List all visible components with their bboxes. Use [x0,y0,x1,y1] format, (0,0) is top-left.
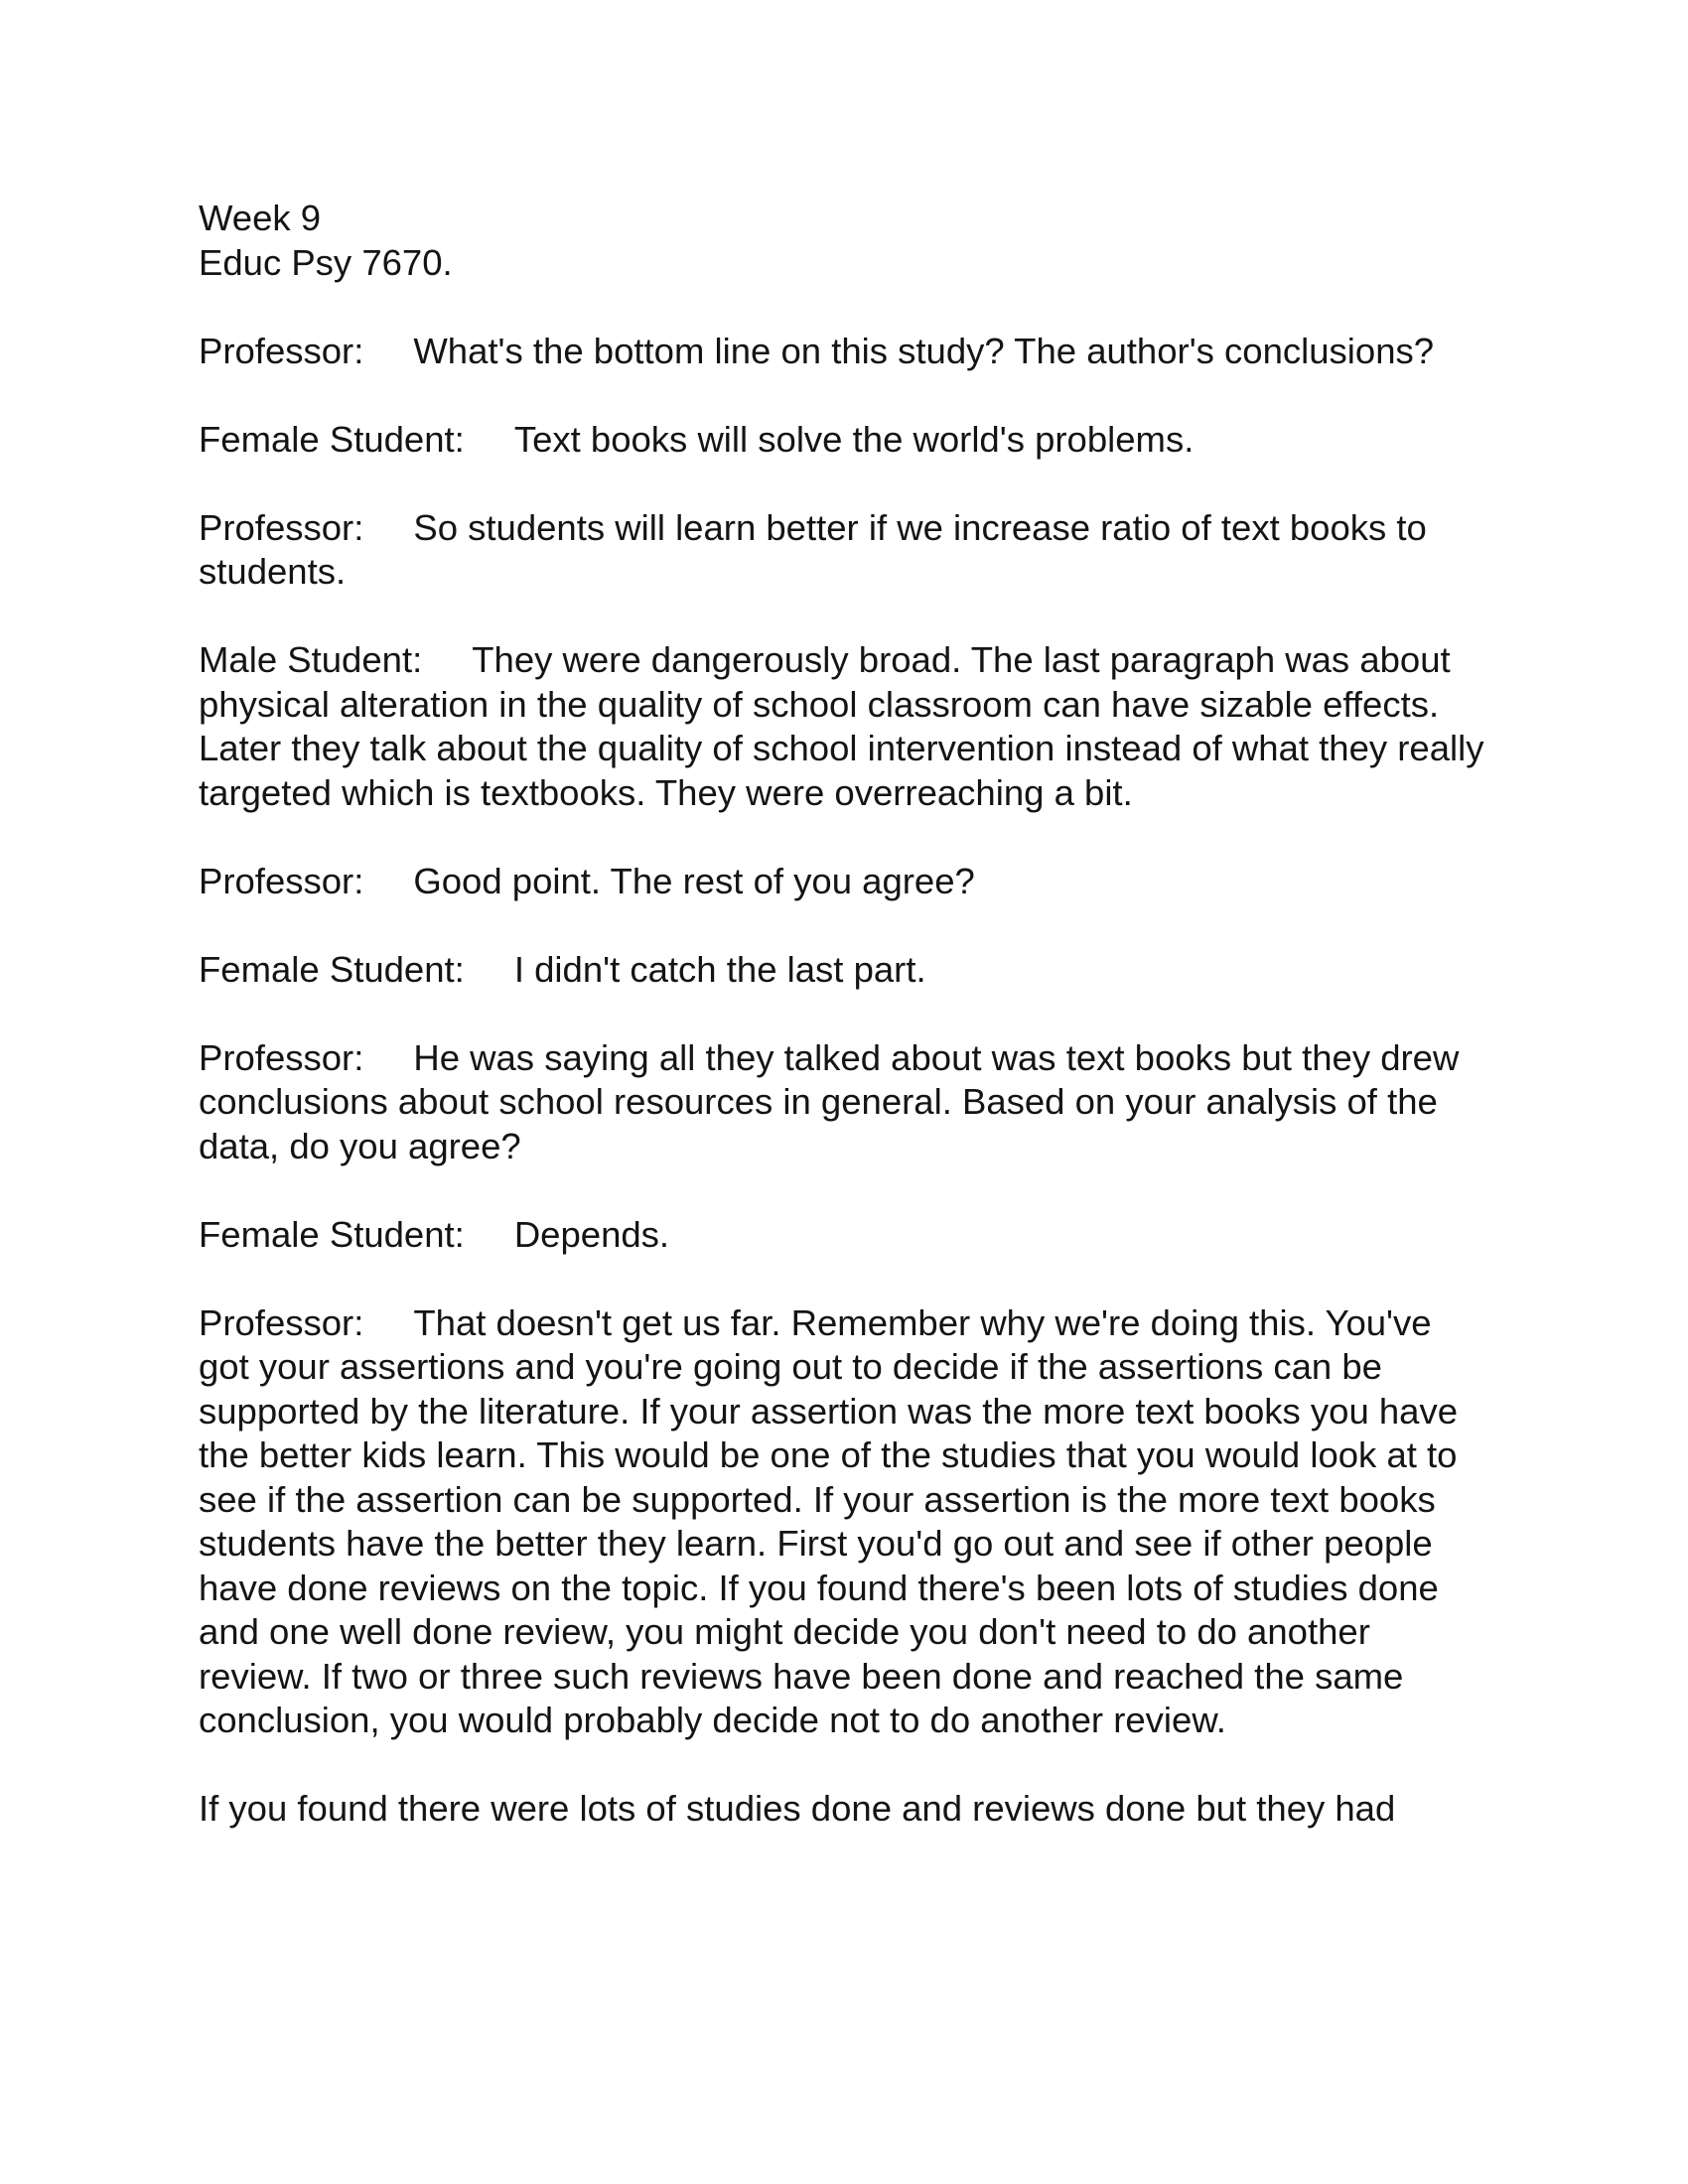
speaker-label: Female Student: [199,948,465,990]
utterance-text: What's the bottom line on this study? The author's conclusions? [413,330,1435,371]
utterance-text: I didn't catch the last part. [513,948,926,990]
speaker-label: Professor: [199,330,364,371]
continuation-paragraph: If you found there were lots of studies done and reviews done but they had [199,1788,1396,1829]
speaker-label: Male Student: [199,639,423,680]
dialogue-turn [199,330,1489,374]
dialogue-turn [199,1213,1489,1258]
utterance-text: Good point. The rest of you agree? [413,860,975,901]
utterance-text: That doesn't get us far. Remember why we're doing this. You've got your assertions and you're going out to decide if the assertions can be supported by the literature. If your assertion was the more text books you have the better kids learn. This would be one of the studies that you would look at to see if the assertion can be supported. If your assertion is the more text books students have the better they learn. First you'd go out and see if other people have done reviews on the topic. If you found there's been lots of studies done and one well done review, you might decide you don't need to do another review. If two or three such reviews have been done and reached the same conclusion, you would probably decide not to do another review. [199,1301,1459,1740]
utterance-text: They were dangerously broad. The last paragraph was about physical alteration in the quality of school classroom can have sizable effects. Later they talk about the quality of school intervention instead of what they really targeted which is textbooks. They were overreaching a bit. [199,639,1484,813]
utterance-text: He was saying all they talked about was text books but they drew conclusions about school resources in general. Based on your analysis of the data, do you agree? [199,1036,1460,1166]
utterance-text: Text books will solve the world's problems. [513,418,1195,460]
dialogue-turn [199,860,1489,904]
dialogue-turn [199,418,1489,463]
speaker-label: Professor: [199,860,364,901]
dialogue-turn [199,638,1489,815]
utterance-text: Depends. [513,1213,670,1255]
speaker-label: Professor: [199,506,364,548]
speaker-label: Professor: [199,1036,364,1078]
dialogue-turn [199,948,1489,993]
dialogue-turn [199,1036,1489,1169]
speaker-label: Professor: [199,1301,364,1343]
speaker-label: Female Student: [199,1213,465,1255]
dialogue-turn [199,1301,1489,1743]
transcript-body [199,197,1489,1875]
utterance-text: So students will learn better if we increase ratio of text books to students. [199,506,1427,592]
course-label: Educ Psy 7670. [199,241,453,283]
dialogue-turn [199,506,1489,595]
speaker-label: Female Student: [199,418,465,460]
week-label: Week 9 [199,198,322,238]
document-header [199,197,1489,285]
